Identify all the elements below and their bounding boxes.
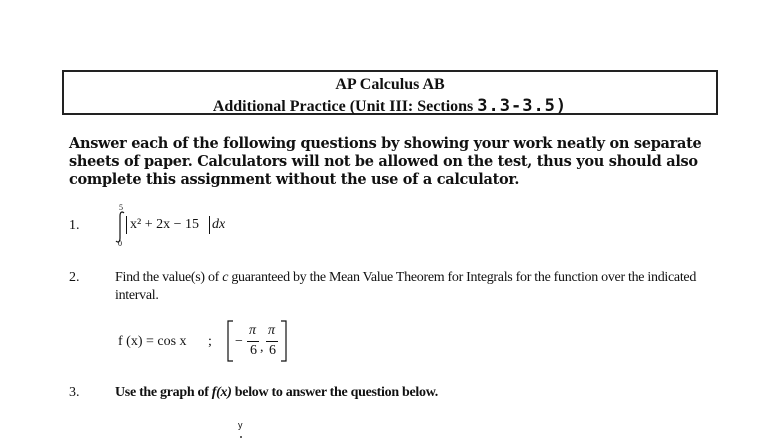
graph-axis-tip: [240, 436, 242, 438]
question-3-function: f(x): [211, 385, 232, 400]
question-3-number: 3.: [69, 385, 80, 400]
question-3-text: [115, 384, 438, 402]
interval-left-numerator: π: [249, 323, 257, 338]
interval-minus-sign: −: [235, 334, 243, 349]
interval-right-numerator: π: [268, 323, 276, 338]
document-title: AP Calculus AB: [335, 76, 445, 93]
differential: dx: [212, 217, 226, 232]
interval-left-fraction-bar: [247, 341, 259, 342]
subtitle-text: Additional Practice (Unit III: Sections: [212, 98, 474, 115]
question-2-text-b: guaranteed by the Mean Value Theorem for Integrals for the function over the indicated interval.: [115, 270, 697, 303]
abs-bar-right: [209, 216, 210, 234]
question-1-number: 1.: [69, 218, 80, 233]
interval-comma: ,: [260, 340, 264, 355]
question-2-interval: [226, 320, 296, 364]
interval-right-denominator: 6: [269, 343, 276, 358]
integrand: x² + 2x − 15: [130, 217, 199, 232]
header-box: [62, 70, 718, 115]
question-3-text-b: below to answer the question below.: [231, 385, 438, 400]
question-2-separator: ;: [208, 334, 212, 349]
question-2-number: 2.: [69, 270, 80, 285]
question-2-variable: c: [222, 270, 229, 285]
integral-upper-limit: 5: [119, 203, 123, 212]
left-bracket-icon: [226, 320, 234, 362]
integral-lower-limit: 0: [118, 239, 122, 248]
abs-bar-left: [126, 216, 127, 234]
instructions-paragraph: Answer each of the following questions by showing your work neatly on separate sheets of paper. Calculators will not be allowed on the test, thus you should also complete this assignment without the use of a calculator.: [69, 135, 702, 188]
graph-y-axis-label: y: [238, 420, 243, 430]
question-2-function: f (x) = cos x: [118, 334, 187, 349]
question-2-text-a: Find the value(s) of: [115, 270, 223, 285]
interval-right-fraction-bar: [266, 341, 278, 342]
right-bracket-icon: [280, 320, 288, 362]
handwritten-sections: 3.3-3.5): [477, 96, 568, 116]
document-subtitle: [64, 96, 716, 116]
question-3-text-a: Use the graph of: [115, 385, 212, 400]
interval-left-denominator: 6: [250, 343, 257, 358]
question-1-integral: [115, 203, 255, 249]
question-2-text: [115, 269, 715, 305]
